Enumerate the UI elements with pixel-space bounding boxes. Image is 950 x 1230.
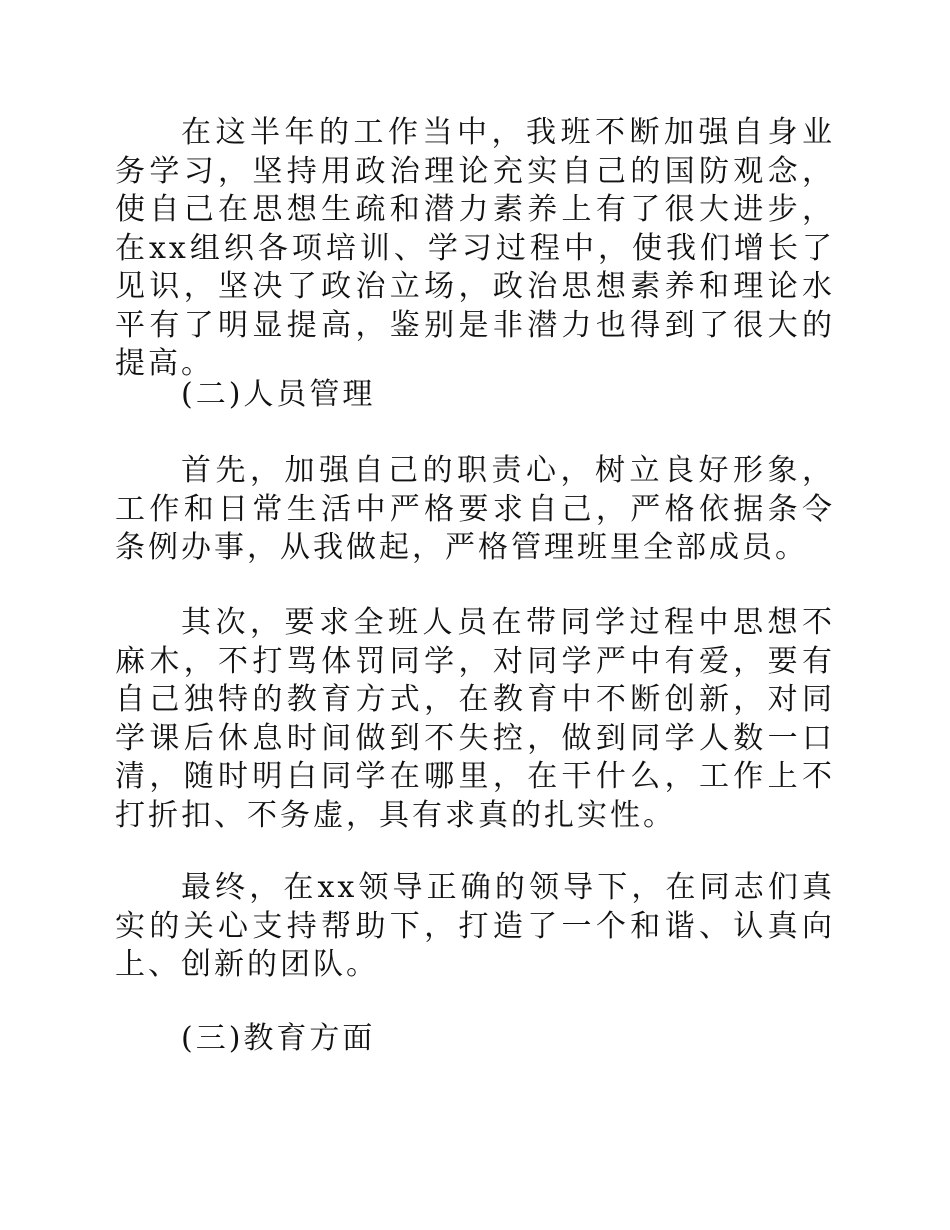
section-heading-personnel-management: (二)人员管理 bbox=[181, 377, 376, 412]
paragraph-conclusion: 最终，在xx领导正确的领导下，在同志们真实的关心支持帮助下，打造了一个和谐、认真向上、创新的团队。 bbox=[115, 870, 835, 982]
paragraph-study: 在这半年的工作当中，我班不断加强自身业务学习，坚持用政治理论充实自己的国防观念，使自己在思想生疏和潜力素养上有了很大进步，在xx组织各项培训、学习过程中，使我们增长了见识，坚决了政治立场，政治思想素养和理论水平有了明显提高，鉴别是非潜力也得到了很大的提高。 bbox=[115, 115, 835, 381]
paragraph-responsibility: 首先，加强自己的职责心，树立良好形象，工作和日常生活中严格要求自己，严格依据条令条例办事，从我做起，严格管理班里全部成员。 bbox=[115, 453, 835, 565]
section-heading-education: (三)教育方面 bbox=[181, 1021, 376, 1056]
paragraph-requirements: 其次，要求全班人员在带同学过程中思想不麻木，不打骂体罚同学，对同学严中有爱，要有自己独特的教育方式，在教育中不断创新，对同学课后休息时间做到不失控，做到同学人数一口清，随时明白同学在哪里，在干什么，工作上不打折扣、不务虚，具有求真的扎实性。 bbox=[115, 605, 835, 833]
